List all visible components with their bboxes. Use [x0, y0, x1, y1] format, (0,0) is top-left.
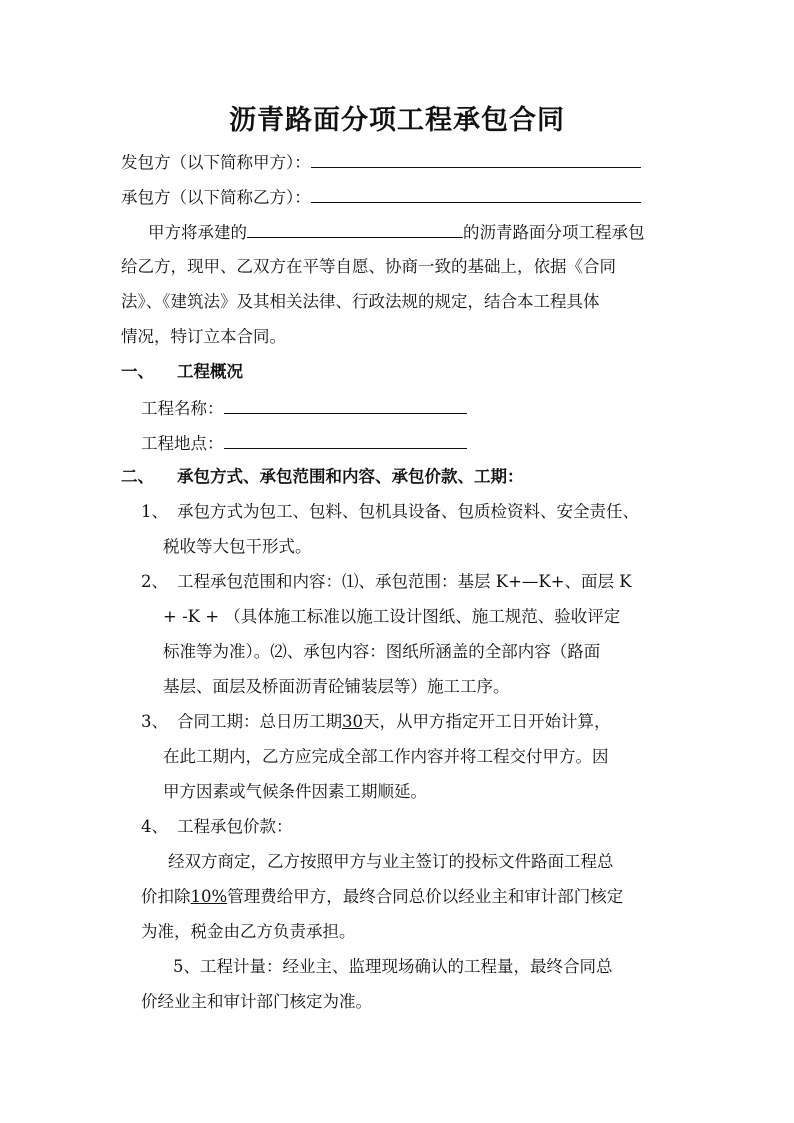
item4-heading: 工程承包价款： [177, 817, 293, 836]
section2-number: 二、 [121, 467, 154, 486]
item3-line-2: 在此工期内，乙方应完成全部工作内容并将工程交付甲方。因 [163, 747, 609, 766]
employer-line [121, 149, 641, 175]
item3-days: 30 [342, 712, 363, 731]
employer-blank [311, 149, 641, 168]
project-name-blank [224, 395, 467, 414]
item4-line-3: 为准，税金由乙方负责承担。 [141, 922, 356, 941]
intro-line-3: 法》、《建筑法》及其相关法律、行政法规的规定，结合本工程具体 [121, 292, 600, 311]
item5-line-2: 价经业主和审计部门核定为准。 [141, 992, 372, 1011]
item2-line-1: 工程承包范围和内容：⑴、承包范围：基层 K+—K+、面层 K [177, 572, 632, 591]
employer-label: 发包方（以下简称甲方）： [121, 153, 311, 172]
intro-line-4: 情况，特订立本合同。 [121, 327, 286, 346]
project-location-label: 工程地点： [141, 434, 224, 453]
item4-after: 管理费给甲方，最终合同总价以经业主和审计部门核定 [227, 887, 624, 906]
item3-line-1 [177, 710, 611, 734]
intro-line-2: 给乙方，现甲、乙双方在平等自愿、协商一致的基础上，依据《合同 [121, 257, 616, 276]
contractor-blank [311, 184, 641, 203]
item2-line-3: 标准等为准）。⑵、承包内容：图纸所涵盖的全部内容（路面 [163, 642, 601, 661]
project-blank [247, 219, 463, 238]
item4-number: 4、 [141, 817, 168, 836]
section1-number: 一、 [121, 362, 154, 381]
item3-line-3: 甲方因素或气候条件因素工期顺延。 [163, 782, 427, 801]
project-name-line [141, 395, 467, 421]
section1-heading: 工程概况 [177, 362, 243, 381]
item2-line-2: + -K + （具体施工标准以施工设计图纸、施工规范、验收评定 [163, 607, 621, 626]
item4-line-1: 经双方商定，乙方按照甲方与业主签订的投标文件路面工程总 [168, 852, 614, 871]
item1-number: 1、 [141, 502, 168, 521]
item4-before: 价扣除 [141, 887, 191, 906]
contract-title: 沥青路面分项工程承包合同 [229, 105, 565, 136]
item1-line-1: 承包方式为包工、包料、包机具设备、包质检资料、安全责任、 [177, 502, 639, 521]
intro-after: 的沥青路面分项工程承包 [463, 223, 645, 242]
contractor-line [121, 184, 641, 210]
section2-heading: 承包方式、承包范围和内容、承包价款、工期： [177, 467, 524, 486]
project-name-label: 工程名称： [141, 399, 224, 418]
intro-line-1 [148, 219, 645, 245]
item4-line-2 [141, 885, 623, 909]
item5-line-1: 5、工程计量：经业主、监理现场确认的工程量，最终合同总 [173, 957, 613, 976]
item3-before: 合同工期：总日历工期 [177, 712, 342, 731]
item4-percent: 10% [190, 887, 228, 906]
item3-number: 3、 [141, 712, 168, 731]
item1-line-2: 税收等大包干形式。 [163, 537, 312, 556]
project-location-line [141, 430, 467, 456]
item2-line-4: 基层、面层及桥面沥青砼铺装层等）施工工序。 [163, 677, 510, 696]
item2-number: 2、 [141, 572, 168, 591]
project-location-blank [224, 430, 467, 449]
contractor-label: 承包方（以下简称乙方）： [121, 188, 311, 207]
item3-after: 天，从甲方指定开工日开始计算， [363, 712, 611, 731]
intro-before: 甲方将承建的 [148, 223, 247, 242]
